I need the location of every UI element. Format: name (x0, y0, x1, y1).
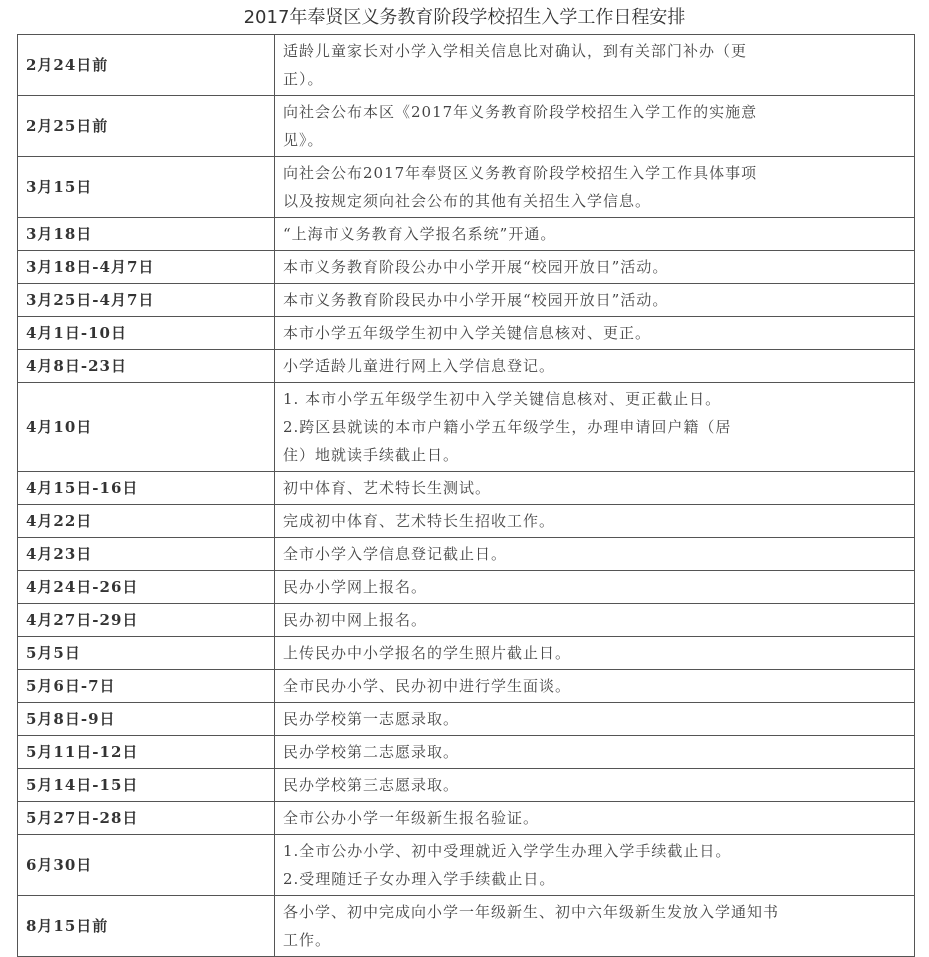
table-row (18, 670, 915, 703)
table-row (18, 769, 915, 802)
description-line: 各小学、初中完成向小学一年级新生、初中六年级新生发放入学通知书 (283, 903, 780, 921)
table-row (18, 251, 915, 284)
description-line: 全市公办小学一年级新生报名验证。 (283, 809, 540, 827)
description-cell (275, 571, 915, 604)
description-line: 见》。 (283, 131, 324, 149)
table-row (18, 835, 915, 896)
page-title: 2017年奉贤区义务教育阶段学校招生入学工作日程安排 (243, 7, 686, 28)
description-line: 全市民办小学、民办初中进行学生面谈。 (283, 677, 572, 695)
description-line: 向社会公布2017年奉贤区义务教育阶段学校招生入学工作具体事项 (283, 164, 758, 182)
table-row (18, 383, 915, 472)
date-cell: 5月8日-9日 (18, 703, 275, 736)
date-cell: 6月30日 (18, 835, 275, 896)
description-line: 初中体育、艺术特长生测试。 (283, 479, 492, 497)
description-cell (275, 703, 915, 736)
description-cell (275, 472, 915, 505)
table-row (18, 802, 915, 835)
description-cell (275, 284, 915, 317)
schedule-table-body (18, 35, 915, 957)
description-line: 1. 本市小学五年级学生初中入学关键信息核对、更正截止日。 (283, 390, 722, 408)
date-cell: 2月24日前 (18, 35, 275, 96)
table-row (18, 472, 915, 505)
description-cell (275, 35, 915, 96)
description-line: 民办学校第一志愿录取。 (283, 710, 460, 728)
description-line: 本市小学五年级学生初中入学关键信息核对、更正。 (283, 324, 652, 342)
description-line: 2.受理随迁子女办理入学手续截止日。 (283, 870, 556, 888)
description-line: 1.全市公办小学、初中受理就近入学学生办理入学手续截止日。 (283, 842, 732, 860)
description-cell (275, 670, 915, 703)
table-row (18, 350, 915, 383)
date-cell: 5月14日-15日 (18, 769, 275, 802)
description-line: 民办小学网上报名。 (283, 578, 428, 596)
description-line: 以及按规定须向社会公布的其他有关招生入学信息。 (283, 192, 652, 210)
description-cell (275, 769, 915, 802)
date-cell: 4月23日 (18, 538, 275, 571)
table-row (18, 35, 915, 96)
description-line: “上海市义务教育入学报名系统”开通。 (283, 225, 557, 243)
date-cell: 3月18日-4月7日 (18, 251, 275, 284)
date-cell: 4月1日-10日 (18, 317, 275, 350)
date-cell: 2月25日前 (18, 96, 275, 157)
date-cell: 5月27日-28日 (18, 802, 275, 835)
table-row (18, 505, 915, 538)
date-cell: 5月11日-12日 (18, 736, 275, 769)
description-cell (275, 251, 915, 284)
description-line: 完成初中体育、艺术特长生招收工作。 (283, 512, 556, 530)
table-row (18, 896, 915, 957)
table-row (18, 736, 915, 769)
description-line: 民办初中网上报名。 (283, 611, 428, 629)
description-cell (275, 637, 915, 670)
description-line: 向社会公布本区《2017年义务教育阶段学校招生入学工作的实施意 (283, 103, 758, 121)
description-line: 本市义务教育阶段民办中小学开展“校园开放日”活动。 (283, 291, 669, 309)
description-line: 适龄儿童家长对小学入学相关信息比对确认，到有关部门补办（更 (283, 42, 748, 60)
date-cell: 4月15日-16日 (18, 472, 275, 505)
date-cell: 3月25日-4月7日 (18, 284, 275, 317)
description-line: 正）。 (283, 70, 324, 88)
table-row (18, 571, 915, 604)
date-cell: 3月15日 (18, 157, 275, 218)
description-line: 小学适龄儿童进行网上入学信息登记。 (283, 357, 556, 375)
description-cell (275, 96, 915, 157)
date-cell: 3月18日 (18, 218, 275, 251)
table-row (18, 637, 915, 670)
table-row (18, 604, 915, 637)
description-cell (275, 157, 915, 218)
description-cell (275, 896, 915, 957)
description-cell (275, 736, 915, 769)
description-cell (275, 317, 915, 350)
table-row (18, 317, 915, 350)
table-row (18, 157, 915, 218)
description-cell (275, 802, 915, 835)
table-row (18, 703, 915, 736)
description-line: 全市小学入学信息登记截止日。 (283, 545, 508, 563)
description-cell (275, 505, 915, 538)
table-row (18, 96, 915, 157)
description-line: 民办学校第三志愿录取。 (283, 776, 460, 794)
date-cell: 4月10日 (18, 383, 275, 472)
description-line: 上传民办中小学报名的学生照片截止日。 (283, 644, 572, 662)
description-line: 本市义务教育阶段公办中小学开展“校园开放日”活动。 (283, 258, 669, 276)
date-cell: 4月27日-29日 (18, 604, 275, 637)
description-line: 工作。 (283, 931, 332, 949)
date-cell: 5月5日 (18, 637, 275, 670)
description-cell (275, 218, 915, 251)
date-cell: 8月15日前 (18, 896, 275, 957)
description-cell (275, 835, 915, 896)
schedule-table (17, 34, 915, 957)
description-line: 2.跨区县就读的本市户籍小学五年级学生，办理申请回户籍（居 (283, 418, 732, 436)
description-line: 住）地就读手续截止日。 (283, 446, 460, 464)
table-row (18, 218, 915, 251)
date-cell: 4月8日-23日 (18, 350, 275, 383)
date-cell: 4月24日-26日 (18, 571, 275, 604)
description-cell (275, 538, 915, 571)
table-row (18, 284, 915, 317)
description-cell (275, 350, 915, 383)
date-cell: 5月6日-7日 (18, 670, 275, 703)
table-row (18, 538, 915, 571)
date-cell: 4月22日 (18, 505, 275, 538)
description-cell (275, 383, 915, 472)
description-cell (275, 604, 915, 637)
description-line: 民办学校第二志愿录取。 (283, 743, 460, 761)
